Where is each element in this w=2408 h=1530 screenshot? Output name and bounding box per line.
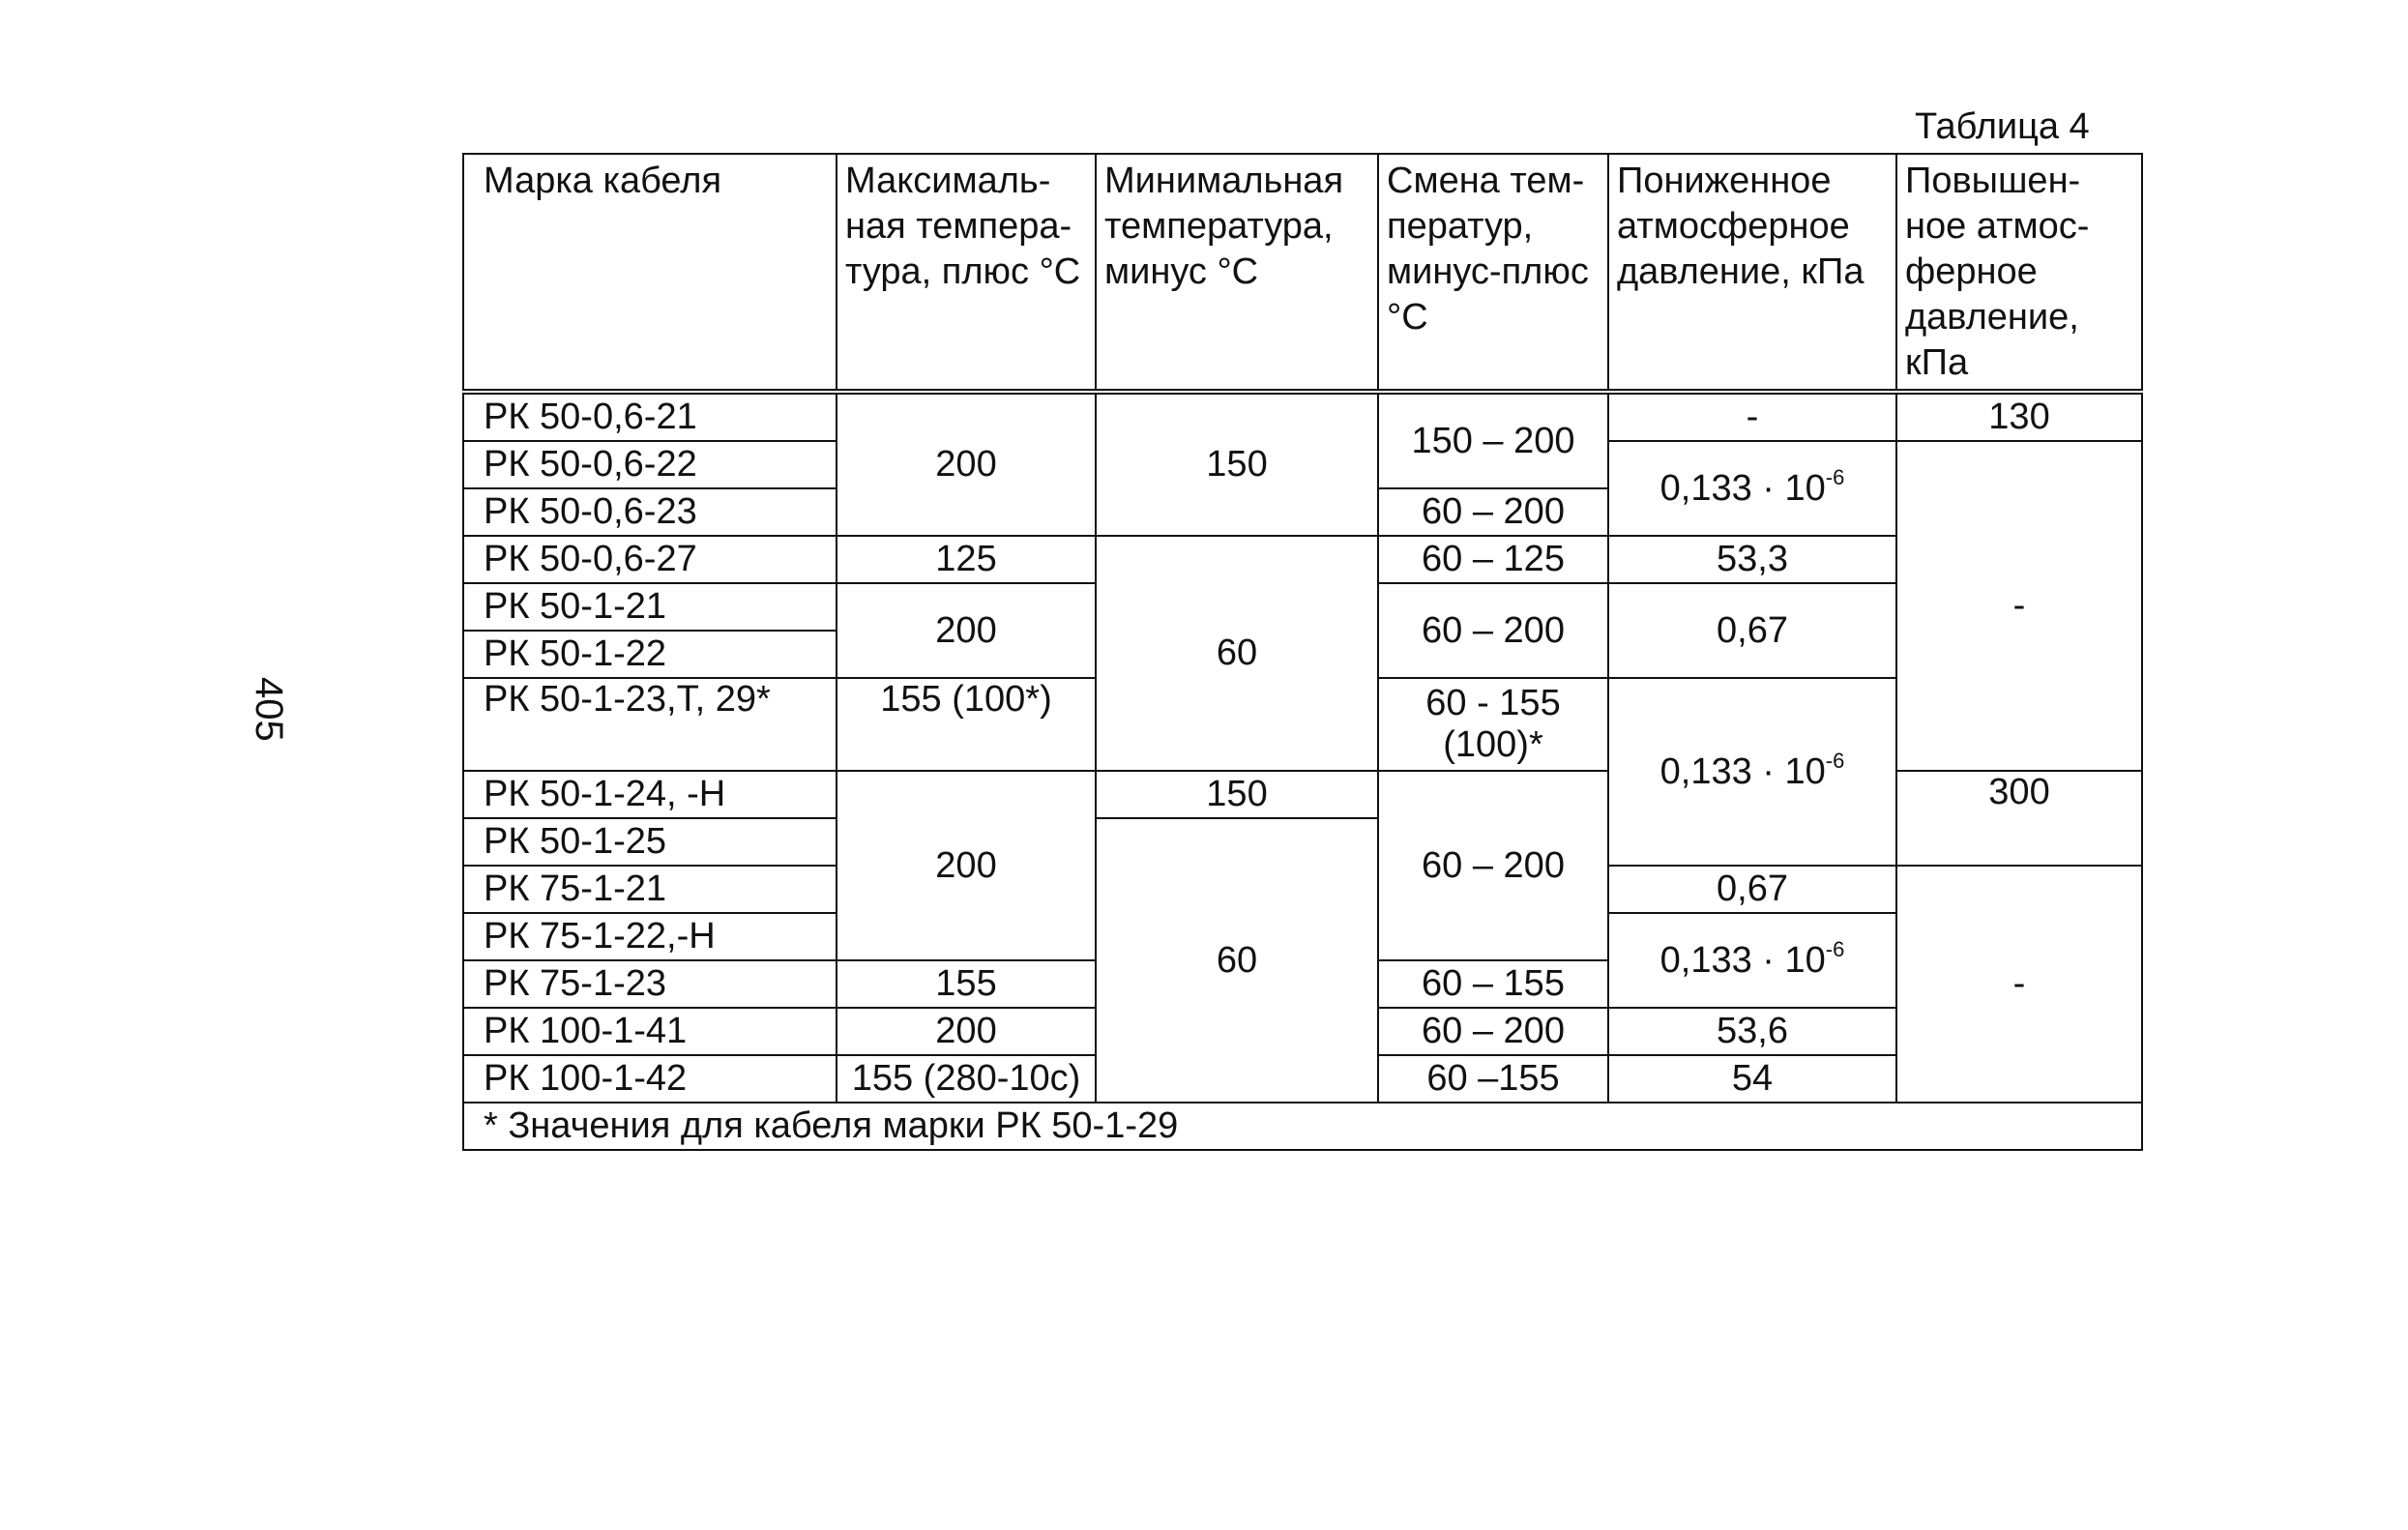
header-max-temp: Максималь-ная темпера-тура, плюс °С — [837, 154, 1096, 392]
high-pressure-cell: 300 — [1896, 771, 2142, 866]
low-pressure-cell: - — [1608, 392, 1896, 441]
low-pressure-cell: 0,67 — [1608, 866, 1896, 913]
high-pressure-cell: - — [1896, 866, 2142, 1103]
temp-change-cell: 60 – 200 — [1378, 488, 1608, 536]
max-temp-cell: 155 (100*) — [837, 678, 1096, 771]
max-temp-cell: 155 (280-10с) — [837, 1055, 1096, 1103]
header-high-pressure: Повышен-ное атмос-ферное давление, кПа — [1896, 154, 2142, 392]
low-pressure-cell — [1608, 678, 1896, 866]
header-temp-change: Смена тем-ператур, минус-плюс °С — [1378, 154, 1608, 392]
min-temp-cell: 150 — [1096, 771, 1378, 818]
cable-mark: РК 50-1-24, -Н — [463, 771, 837, 818]
pressure-value: 0,133 · 10 — [1659, 750, 1826, 792]
cable-mark: РК 50-0,6-27 — [463, 536, 837, 583]
header-low-pressure: Пониженное атмосферное давление, кПа — [1608, 154, 1896, 392]
max-temp-cell: 200 — [837, 392, 1096, 536]
table-row — [463, 392, 2142, 441]
pressure-exponent: -6 — [1825, 748, 1845, 773]
header-min-temp: Минимальная температура, минус °С — [1096, 154, 1378, 392]
max-temp-cell: 200 — [837, 1008, 1096, 1055]
cable-mark: РК 50-1-25 — [463, 818, 837, 866]
low-pressure-cell: 0,67 — [1608, 583, 1896, 678]
pressure-value: 0,133 · 10 — [1659, 939, 1826, 981]
min-temp-cell: 150 — [1096, 392, 1378, 536]
pressure-value: 0,133 · 10 — [1659, 467, 1826, 509]
low-pressure-cell: 53,3 — [1608, 536, 1896, 583]
cable-mark: РК 50-0,6-23 — [463, 488, 837, 536]
cable-mark: РК 75-1-23 — [463, 960, 837, 1008]
max-temp-cell: 125 — [837, 536, 1096, 583]
max-temp-cell: 200 — [837, 583, 1096, 678]
cable-mark: РК 50-1-21 — [463, 583, 837, 631]
table-caption: Таблица 4 — [1915, 106, 2090, 147]
temp-change-cell: 60 – 200 — [1378, 1008, 1608, 1055]
cable-mark: РК 100-1-42 — [463, 1055, 837, 1103]
temp-change-cell: 60 –155 — [1378, 1055, 1608, 1103]
footnote-row — [463, 1103, 2142, 1150]
page-number: 405 — [248, 677, 290, 742]
low-pressure-cell — [1608, 441, 1896, 536]
temp-change-cell: 60 – 125 — [1378, 536, 1608, 583]
min-temp-cell: 60 — [1096, 536, 1378, 771]
temp-change-cell: 60 - 155 (100)* — [1378, 678, 1608, 771]
cable-spec-table — [462, 153, 2143, 1151]
max-temp-cell: 155 — [837, 960, 1096, 1008]
low-pressure-cell: 53,6 — [1608, 1008, 1896, 1055]
cable-mark: РК 100-1-41 — [463, 1008, 837, 1055]
footnote: * Значения для кабеля марки РК 50-1-29 — [463, 1103, 2142, 1150]
cable-mark: РК 75-1-22,-Н — [463, 913, 837, 960]
temp-change-cell: 60 – 155 — [1378, 960, 1608, 1008]
table-header-row — [463, 154, 2142, 392]
temp-change-cell: 60 – 200 — [1378, 583, 1608, 678]
max-temp-cell: 200 — [837, 771, 1096, 960]
temp-change-cell: 60 – 200 — [1378, 771, 1608, 960]
pressure-exponent: -6 — [1825, 464, 1845, 489]
temp-change-cell: 150 – 200 — [1378, 392, 1608, 488]
min-temp-cell: 60 — [1096, 818, 1378, 1103]
cable-mark: РК 75-1-21 — [463, 866, 837, 913]
table-row — [463, 536, 2142, 583]
high-pressure-cell: - — [1896, 441, 2142, 771]
cable-mark: РК 50-1-22 — [463, 631, 837, 678]
cable-mark: РК 50-0,6-22 — [463, 441, 837, 488]
high-pressure-cell: 130 — [1896, 392, 2142, 441]
cable-mark: РК 50-1-23,Т, 29* — [463, 678, 837, 771]
cable-mark: РК 50-0,6-21 — [463, 392, 837, 441]
low-pressure-cell — [1608, 913, 1896, 1008]
pressure-exponent: -6 — [1825, 936, 1845, 961]
header-mark: Марка кабеля — [463, 154, 837, 392]
low-pressure-cell: 54 — [1608, 1055, 1896, 1103]
